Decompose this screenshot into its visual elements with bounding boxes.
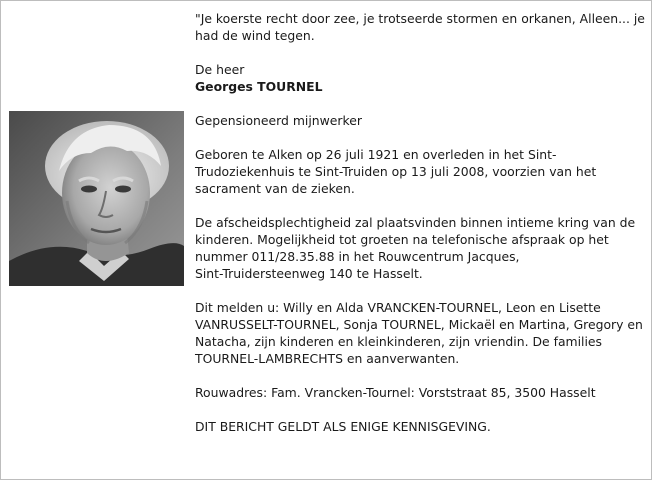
mourning-address: Rouwadres: Fam. Vrancken-Tournel: Vorststraat 85, 3500 Hasselt [195,385,596,400]
portrait-photo-icon [9,111,184,286]
farewell-line-1: De afscheidsplechtigheid zal plaatsvinden binnen intieme kring van de kinderen. Mogelijkheid tot groeten na telefonische afspraak op het nummer 011/28.35.88 in het Rouwcentrum Jacques, [195,215,636,264]
quote: "Je koerste recht door zee, je trotseerde stormen en orkanen, Alleen... je had de wind tegen. [195,11,645,43]
family-announcement: Dit melden u: Willy en Alda VRANCKEN-TOURNEL, Leon en Lisette VANRUSSELT-TOURNEL, Sonja TOURNEL, Mickaël en Martina, Gregory en Natacha, zijn kinderen en kleinkinderen, zijn vriendin. De families TOURNEL-LAMBRECHTS en aanverwanten. [195,300,643,366]
birth-death: Geboren te Alken op 26 juli 1921 en overleden in het Sint-Trudoziekenhuis te Sint-Truiden op 13 juli 2008, voorzien van het sacrament van de zieken. [195,147,597,196]
official-notice: DIT BERICHT GELDT ALS ENIGE KENNISGEVING. [195,419,491,434]
deceased-name: Georges TOURNEL [195,79,323,94]
farewell-line-2: Sint-Truidersteenweg 140 te Hasselt. [195,266,423,281]
portrait-photo [9,111,184,286]
obituary-text [195,10,647,435]
occupation: Gepensioneerd mijnwerker [195,113,362,128]
salutation: De heer [195,62,245,77]
farewell-info [195,214,647,282]
